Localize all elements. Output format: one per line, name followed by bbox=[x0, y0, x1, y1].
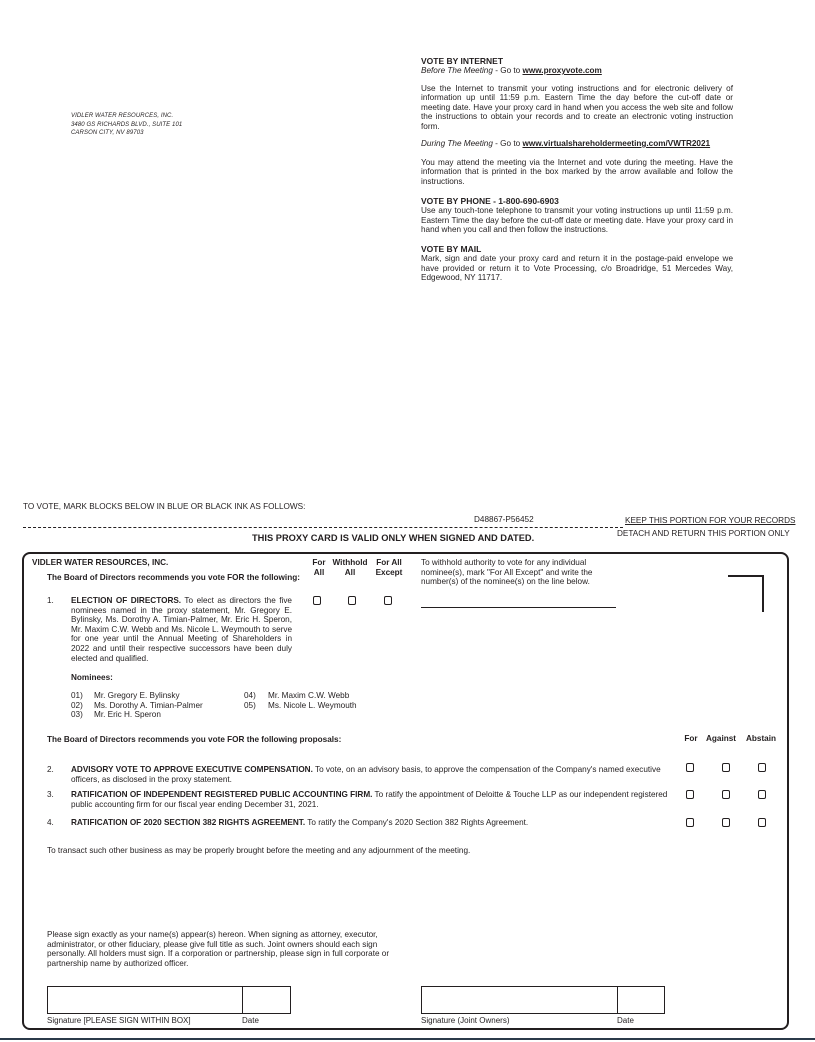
proposal-title: ADVISORY VOTE TO APPROVE EXECUTIVE COMPENSATION. bbox=[71, 765, 313, 774]
proposal-4 bbox=[71, 818, 671, 828]
proposal-number: 4. bbox=[47, 818, 54, 827]
col-for: For bbox=[684, 734, 698, 743]
proposal-2-against-checkbox[interactable] bbox=[722, 763, 730, 772]
proposal-4-abstain-checkbox[interactable] bbox=[758, 818, 766, 827]
control-code: D48867-P56452 bbox=[474, 515, 534, 524]
arrow-corner-mark bbox=[728, 575, 764, 612]
proposal-3-abstain-checkbox[interactable] bbox=[758, 790, 766, 799]
vote-phone-heading: VOTE BY PHONE - 1-800-690-6903 bbox=[421, 196, 559, 207]
withhold-all-checkbox[interactable] bbox=[348, 596, 356, 605]
vote-phone-text: Use any touch-tone telephone to transmit your voting instructions up until 11:59 p.m. Eastern Time the day before the cut-off date or meeting date. Have your proxy card in hand when you call and then follow the instructions. bbox=[421, 206, 733, 235]
col-abstain: Abstain bbox=[745, 734, 777, 743]
proposal-title: RATIFICATION OF 2020 SECTION 382 RIGHTS AGREEMENT. bbox=[71, 818, 306, 827]
sign-instructions: Please sign exactly as your name(s) appear(s) hereon. When signing as attorney, executor, administrator, or other fiduciary, please give full title as such. Joint owners should each sign personally. All holders must sign. If a corporation or partnership, please sign in full corporate or partnership name by authorized officer. bbox=[47, 930, 390, 968]
before-meeting-line bbox=[421, 66, 733, 76]
proposal-text: To ratify the appointment of Deloitte & Touche LLP as our independent registered public accounting firm for our fiscal year ending December 31, 2021. bbox=[71, 790, 668, 809]
vote-internet-heading: VOTE BY INTERNET bbox=[421, 56, 504, 66]
nominee-item bbox=[71, 701, 203, 711]
nominee-number: 03) bbox=[71, 710, 83, 720]
for-all-except-write-line[interactable] bbox=[421, 607, 616, 608]
before-meeting-label: Before The Meeting bbox=[421, 66, 493, 75]
nominee-name: Mr. Gregory E. Bylinsky bbox=[94, 691, 180, 700]
nominee-item bbox=[244, 691, 357, 701]
return-address bbox=[71, 112, 271, 138]
proxyvote-link[interactable]: www.proxyvote.com bbox=[522, 66, 602, 75]
proposal-2-abstain-checkbox[interactable] bbox=[758, 763, 766, 772]
signature-label: Signature [PLEASE SIGN WITHIN BOX] bbox=[47, 1016, 191, 1025]
date-box[interactable] bbox=[242, 986, 291, 1014]
before-goto-text: - Go to bbox=[492, 66, 523, 75]
nominees-left-list bbox=[71, 691, 203, 720]
for-all-except-checkbox[interactable] bbox=[384, 596, 392, 605]
joint-date-box[interactable] bbox=[617, 986, 665, 1014]
col-for-all-except: For All Except bbox=[375, 558, 403, 577]
nominee-name: Mr. Eric H. Speron bbox=[94, 710, 161, 720]
during-meeting-line bbox=[421, 139, 733, 149]
nominees-label: Nominees: bbox=[71, 673, 113, 682]
col-withhold-all: Withhold All bbox=[332, 558, 368, 577]
virtual-meeting-link[interactable]: www.virtualshareholdermeeting.com/VWTR2021 bbox=[522, 139, 711, 149]
nominee-name: Ms. Nicole L. Weymouth bbox=[268, 700, 357, 710]
during-goto-text: - Go to bbox=[492, 139, 523, 149]
detach-line-left bbox=[23, 527, 623, 528]
nominee-item bbox=[244, 701, 357, 711]
nominee-name: Mr. Maxim C.W. Webb bbox=[268, 691, 350, 700]
detach-portion-label: DETACH AND RETURN THIS PORTION ONLY bbox=[617, 529, 790, 538]
proposal-4-against-checkbox[interactable] bbox=[722, 818, 730, 827]
date-label: Date bbox=[242, 1016, 259, 1025]
proposal-2-for-checkbox[interactable] bbox=[686, 763, 694, 772]
col-against: Against bbox=[705, 734, 737, 743]
nominee-name: Ms. Dorothy A. Timian-Palmer bbox=[94, 700, 203, 710]
proposal-text: To ratify the Company's 2020 Section 382 Rights Agreement. bbox=[305, 818, 529, 827]
board-recommend-directors: The Board of Directors recommends you vote FOR the following: bbox=[47, 573, 300, 582]
keep-portion-label: KEEP THIS PORTION FOR YOUR RECORDS bbox=[625, 516, 796, 525]
return-address-line1: VIDLER WATER RESOURCES, INC. bbox=[71, 113, 174, 119]
vote-mail-text: Mark, sign and date your proxy card and return it in the postage-paid envelope we have provided or return it to Vote Processing, c/o Broadridge, 51 Mercedes Way, Edgewood, NY 11717. bbox=[421, 254, 733, 283]
return-address-line3: CARSON CITY, NV 89703 bbox=[71, 130, 144, 136]
ink-instructions: TO VOTE, MARK BLOCKS BELOW IN BLUE OR BLACK INK AS FOLLOWS: bbox=[23, 502, 306, 511]
nominee-number: 02) bbox=[71, 700, 83, 710]
card-company-name: VIDLER WATER RESOURCES, INC. bbox=[32, 558, 169, 567]
proposal-3-against-checkbox[interactable] bbox=[722, 790, 730, 799]
board-recommend-proposals: The Board of Directors recommends you vote FOR the following proposals: bbox=[47, 735, 342, 744]
joint-date-label: Date bbox=[617, 1016, 634, 1025]
nominee-number: 01) bbox=[71, 691, 83, 700]
joint-signature-box[interactable] bbox=[421, 986, 618, 1014]
proposal-title: RATIFICATION OF INDEPENDENT REGISTERED PUBLIC ACCOUNTING FIRM. bbox=[71, 790, 373, 799]
item1-number: 1. bbox=[47, 596, 54, 605]
item1-election bbox=[71, 596, 292, 663]
internet-instructions: Use the Internet to transmit your voting instructions and for electronic delivery of information up until 11:59 p.m. Eastern Time the day before the cut-off date or meeting date. Have your proxy card in hand when you access the web site and follow the instructions to obtain your records and to create an electronic voting instruction form. bbox=[421, 84, 733, 131]
vote-mail-heading: VOTE BY MAIL bbox=[421, 244, 482, 255]
proposal-text: To vote, on an advisory basis, to approve the compensation of the Company's named executive officers, as disclosed in the proxy statement. bbox=[71, 765, 661, 784]
withhold-instructions: To withhold authority to vote for any individual nominee(s), mark "For All Except" and write the number(s) of the nominee(s) on the line below. bbox=[421, 558, 593, 587]
other-business-text: To transact such other business as may be properly brought before the meeting and any adjournment of the meeting. bbox=[47, 846, 471, 855]
return-address-line2: 3480 GS RICHARDS BLVD., SUITE 101 bbox=[71, 121, 183, 128]
nominee-number: 04) bbox=[244, 691, 256, 700]
proposal-number: 3. bbox=[47, 790, 54, 799]
item1-title: ELECTION OF DIRECTORS. bbox=[71, 596, 182, 605]
proposal-3 bbox=[71, 790, 671, 809]
vote-by-internet-section bbox=[421, 56, 733, 283]
proposal-2 bbox=[71, 765, 671, 784]
nominee-number: 05) bbox=[244, 700, 256, 710]
for-all-checkbox[interactable] bbox=[313, 596, 321, 605]
nominees-right-list bbox=[244, 691, 357, 710]
during-meeting-instructions: You may attend the meeting via the Internet and vote during the meeting. Have the information that is printed in the box marked by the arrow available and follow the instructions. bbox=[421, 158, 733, 186]
proposal-4-for-checkbox[interactable] bbox=[686, 818, 694, 827]
proposal-number: 2. bbox=[47, 765, 54, 774]
joint-signature-label: Signature (Joint Owners) bbox=[421, 1016, 510, 1025]
proposal-3-for-checkbox[interactable] bbox=[686, 790, 694, 799]
page-bottom-rule bbox=[0, 1038, 815, 1040]
col-for-all: For All bbox=[312, 558, 326, 577]
during-meeting-label: During The Meeting bbox=[421, 139, 493, 149]
nominee-item bbox=[71, 710, 203, 720]
signature-box[interactable] bbox=[47, 986, 243, 1014]
valid-notice: THIS PROXY CARD IS VALID ONLY WHEN SIGNED AND DATED. bbox=[252, 533, 535, 543]
item1-text: To elect as directors the five nominees named in the proxy statement, Mr. Gregory E. Bylinsky, Ms. Dorothy A. Timian-Palmer, Mr. Eric H. Speron, Mr. Maxim C.W. Webb and Ms. Nicole L. Weymouth to serve for one year until the Annual Meeting of Shareholders in 2022 and until their respective successors have been duly elected and qualified. bbox=[71, 596, 292, 663]
nominee-item bbox=[71, 691, 203, 701]
